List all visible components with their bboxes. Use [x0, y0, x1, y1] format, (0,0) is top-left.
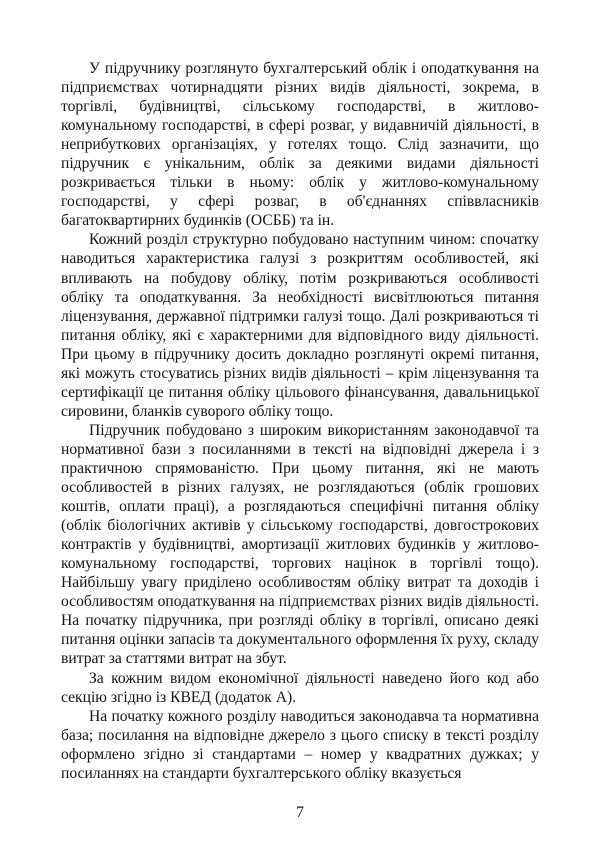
paragraph-2: Кожний розділ структурно побудовано наступним чином: спочатку наводиться характеристика галузі з розкриттям особливостей, які впливають на побудову обліку, потім розкриваються особливості обліку та оподаткування. За необхідності висвітлюються питання ліцензування, державної підтримки галузі тощо. Далі розкриваються ті питання обліку, які є характерними для відповідного виду діяльності. При цьому в підручнику досить докладно розглянуті окремі питання, які можуть стосуватись різних видів діяльності – крім ліцензування та сертифікації це питання обліку цільового фінансування, давальницької сировини, бланків суворого обліку тощо.: [61, 231, 539, 420]
page-number: 7: [296, 804, 304, 821]
paragraph-3: Підручник побудовано з широким використанням законодавчої та нормативної бази з посиланнями в тексті на відповідні джерела і з практичною спрямованістю. При цьому питання, які не мають особливостей в різних галузях, не розглядаються (облік грошових коштів, оплати праці), а розглядаються специфічні питання обліку (облік біологічних активів у сільському господарстві, довгострокових контрактів у будівництві, амортизації житлових будинків у житлово-комунальному господарстві, торгових націнок в торгівлі тощо). Найбільшу увагу приділено особливостям обліку витрат та доходів і особливостям оподаткування на підприємствах різних видів діяльності. На початку підручника, при розгляді обліку в торгівлі, описано деякі питання оцінки запасів та документального оформлення їх руху, складу витрат за статтями витрат на збут.: [61, 421, 539, 668]
paragraph-1: У підручнику розглянуто бухгалтерський облік і оподаткування на підприємствах чотирнадцяти різних видів діяльності, зокрема, в торгівлі, будівництві, сільському господарстві, в житлово-комунальному господарстві, в сфері розваг, у видавничій діяльності, в неприбуткових організаціях, у готелях тощо. Слід зазначити, що підручник є унікальним, облік за деякими видами діяльності розкривається тільки в ньому: облік у житлово-комунальному господарстві, у сфері розваг, в об'єднаннях співвласників багатоквартирних будинків (ОСББ) та ін.: [61, 60, 539, 230]
paragraph-4: За кожним видом економічної діяльності наведено його код або секцію згідно із КВЕД (додаток А).: [61, 669, 539, 706]
body-text: [61, 59, 539, 783]
paragraph-5: На початку кожного розділу наводиться законодавча та нормативна база; посилання на відповідне джерело з цього списку в тексті розділу оформлено згідно зі стандартами – номер у квадратних дужках; у посиланнях на стандарти бухгалтерського обліку вказується: [61, 707, 539, 782]
